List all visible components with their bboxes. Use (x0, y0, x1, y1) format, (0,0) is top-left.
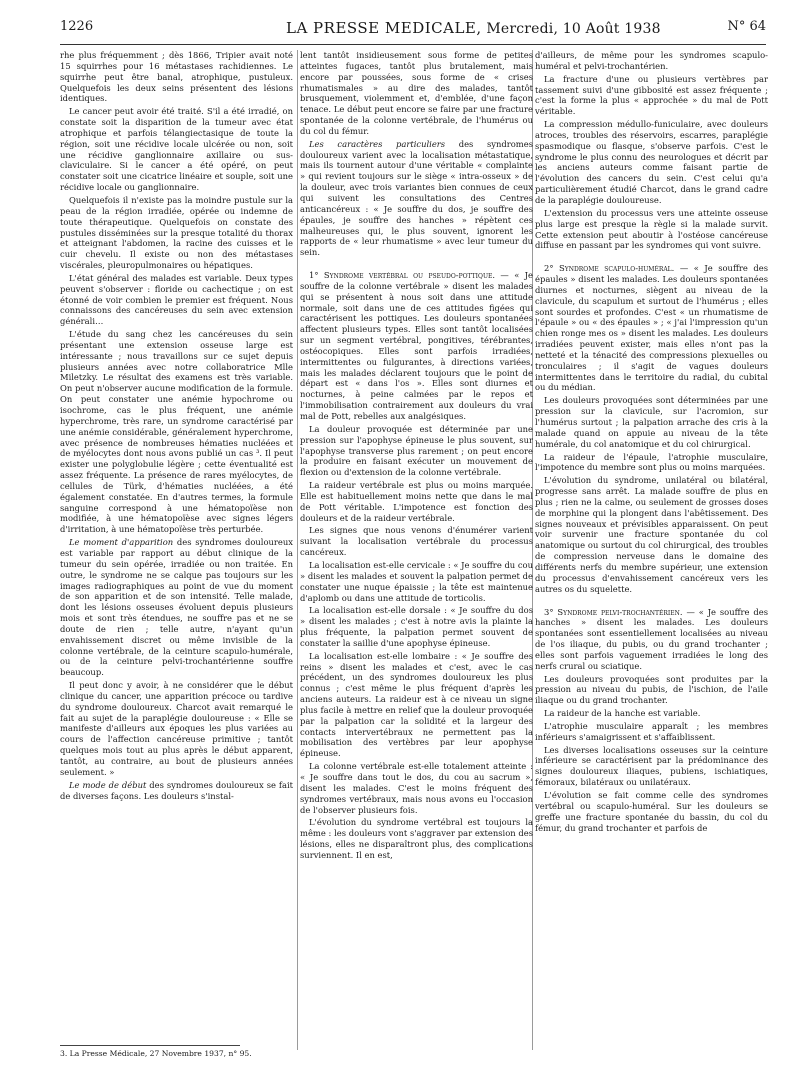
paragraph: d'ailleurs, de même pour les syndromes scapulo-huméral et pelvi-trochantérien. (535, 50, 768, 71)
paragraph: lent tantôt insidieusement sous forme de petites atteintes fugaces, tantôt plus brutalement, mais encore par poussées, sous forme de « crises rhumatismales » au dire des malades, tantôt brusquement, violemment et, d'emblée, d'une façon tenace. Le début peut encore se faire par une fracture spontanée de la colonne vertébrale, de l'humérus ou du col du fémur. (300, 50, 533, 136)
paragraph: L'évolution se fait comme celle des syndromes vertébral ou scapulo-huméral. Sur les douleurs se greffe une fracture spontanée du bassin, du col du fémur, du grand trochanter et parfois de (535, 790, 768, 833)
paragraph: La localisation est-elle cervicale : « Je souffre du cou » disent les malades et souvent la palpation permet de constater une nuque épaissie ; la tête est maintenue d'aplomb ou dans une attitude de torticolis. (300, 559, 533, 603)
paragraph: La compression médullo-funiculaire, avec douleurs atroces, troubles des réservoirs, escarres, paraplégie spasmodique ou flasque, s'observe parfois. C'est le syndrome le plus connu des neurologues et décrit par les anciens auteurs comme faisant partie de l'évolution des cancers du sein. C'est celui qu'a particulièrement étudié Charcot, dans le grand cadre de la paraplégie douloureuse. (535, 119, 768, 205)
paragraph: La raideur de la hanche est variable. (544, 708, 701, 719)
paragraph: L'atrophie musculaire apparaît ; les membres inférieurs s'amaigrissent et s'affaiblissent. (535, 720, 768, 742)
running-title (286, 19, 661, 37)
paragraph (300, 139, 533, 258)
paragraph: L'étude du sang chez les cancéreuses du sein présentant une extension osseuse large est intéressante ; nous travaillons sur ce sujet depuis plusieurs années avec notre collaboratrice Mlle Miletzky. Le résultat des examens est très variable. On peut n'observer aucune modification de la formule. On peut constater une anémie hypochrome ou isochrome, cas le plus fréquent, une anémie hyperchrome, très rare, un syndrome caractérisé par une anémie considérable, généralement hyperchrome, avec présence de nombreuses hématies nucléées et de myélocytes dont nous avons publié un cas ³. Il peut exister une polyglobulie légère ; cette éventualité est assez fréquente. La présence de rares myélocytes, de cellules de Türk, d'hématies nucléées, a été également constatée. En d'autres termes, la formule sanguine correspond à une hématopoïèse non modifiée, à une hématopoïèse avec signes légers d'irritation, à une hématopoïèse très perturbée. (60, 329, 293, 535)
italic-lead: Le mode de début (69, 779, 147, 790)
paragraph: La raideur vertébrale est plus ou moins marquée. Elle est habituellement moins nette que dans le mal de Pott véritable. L'impotence est fonction des douleurs et de la raideur vertébrale. (300, 480, 533, 523)
paragraph: La localisation est-elle dorsale : « Je souffre du dos » disent les malades ; c'est à notre avis la plainte la plus fréquente, la palpation permet souvent de constater la saillie d'une apophyse épineuse. (300, 605, 533, 648)
paragraph: Les douleurs provoquées sont produites par la pression au niveau du pubis, de l'ischion, de l'aile iliaque ou du grand trochanter. (535, 673, 768, 706)
paragraph-text: des syndromes douloureux varient avec la localisation métastatique, mais ils tournent autour d'une véritable « complainte » qui revient toujours sur le siège « intra-osseux » de la douleur, avec trois variantes bien connues de ceux qui suivent les consultations des Centres anticancéreux : « Je souffre du dos, je souffre des épaules, je souffre des hanches » répètent ces malheureuses qui, le plus souvent, ignorent les rapports de « leur rhumatisme » avec leur tumeur du sein. (300, 138, 533, 258)
issue-number: N° 64 (727, 19, 766, 34)
header-rule (60, 44, 766, 45)
paragraph: Le cancer peut avoir été traité. S'il a été irradié, on constate soit la disparition de la tumeur avec état atrophique et parfois télangiectasique de toute la région, soit une récidive locale ulcérée ou non, soit une récidive ganglionnaire axillaire ou sus-claviculaire. Si le cancer a été opéré, on peut constater soit une cicatrice linéaire et souple, soit une récidive locale ou ganglionnaire. (60, 106, 293, 193)
column-divider (297, 50, 298, 1050)
section-paragraph (535, 263, 768, 393)
paragraph: La fracture d'une ou plusieurs vertèbres par tassement suivi d'une gibbosité est assez fréquente ; c'est la forme la plus « approchée » du mal de Pott véritable. (535, 73, 768, 117)
paragraph: Les diverses localisations osseuses sur la ceinture inférieure se caractérisent par la prédominance des signes douloureux iliaques, pubiens, ischiatiques, fémoraux, bilatéraux ou unilatéraux. (535, 744, 768, 788)
paragraph: Quelquefois il n'existe pas la moindre pustule sur la peau de la région irradiée, opérée ou indemne de toute thérapeutique. Quelquefois on constate des pustules disséminées sur la presque totalité du thorax et atteignant l'abdomen, la racine des cuisses et le cuir chevelu. Il existe ou non des métastases viscérales, pleuropulmonaires ou hépatiques. (60, 194, 293, 271)
paragraph (60, 537, 293, 678)
paragraph-text: des syndromes douloureux est variable par rapport au début clinique de la tumeur du sein opérée, irradiée ou non traitée. En outre, le syndrome ne se calque pas toujours sur les images radiographiques au point de vue du moment de son apparition et de son intensité. Telle malade, dont les lésions osseuses évoluent depuis plusieurs mois et sont très étendues, ne souffre pas et ne se doute de rien ; telle autre, n'ayant qu'un envahissement discret ou même invisible de la colonne vertébrale, de la ceinture scapulo-humérale, ou de la ceinture pelvi-trochantérienne souffre beaucoup. (60, 537, 293, 678)
paragraph: L'état général des malades est variable. Deux types peuvent s'observer : floride ou cachectique ; on est étonné de voir combien le premier est fréquent. Nous connaissons des cancéreuses du sein avec extension générali… (60, 272, 293, 327)
section-paragraph (535, 607, 768, 672)
paragraph: L'évolution du syndrome, unilatéral ou bilatéral, progresse sans arrêt. La malade souffre de plus en plus ; rien ne la calme, ou seulement de grosses doses de morphine qui la plongent dans l'abêtissement. Des signes nouveaux et prévisibles apparaissent. On peut voir survenir une fracture spontanée du col anatomique ou surtout du col chirurgical, des troubles de compression nerveuse dans le domaine des différents nerfs du membre supérieur, une extension du processus d'envahissement cancéreux vers les autres os du squelette. (535, 475, 768, 594)
paragraph: La raideur de l'épaule, l'atrophie musculaire, l'impotence du membre sont plus ou moins marquées. (535, 451, 768, 473)
paragraph (60, 780, 293, 802)
paragraph: L'évolution du syndrome vertébral est toujours la même : les douleurs vont s'aggraver par extension des lésions, elles ne disparaîtront plus, des complications surviennent. Il en est, (300, 817, 533, 860)
paragraph: Il peut donc y avoir, à ne considérer que le début clinique du cancer, une apparition précoce ou tardive du syndrome douloureux. Charcot avait remarqué le fait au sujet de la paraplégie douloureuse : « Elle se manifeste d'ailleurs aux époques les plus variées au cours de l'affection cancéreuse primitive ; tantôt quelques mois tout au plus après le début apparent, tantôt, au contraire, au bout de plusieurs années seulement. » (60, 680, 293, 777)
paragraph-text: « Je souffre de la colonne vertébrale » disent les malades qui se présentent à nous soit dans une attitude normale, soit dans une de ces attitudes figées qui caractérisent les pottiques. Les douleurs spontanées affectent plusieurs types. Elles sont tantôt localisées sur un segment vertébral, pongitives, térébrantes, ostéocopiques. Elles sont parfois irradiées, intermittentes ou fulgurantes, à directions variées, mais les malades déclarent toujours que le point de départ est « dans l'os ». Elles sont diurnes et nocturnes, à peine calmées par le repos et l'immobilisation contrairement aux douleurs du vrai mal de Pott, rebelles aux analgésiques. (300, 270, 533, 421)
footnote-rule (60, 1045, 240, 1046)
page-header (60, 19, 766, 45)
paragraph: La localisation est-elle lombaire : « Je souffre des reins » disent les malades et c'est, avec le cas précédent, un des syndromes douloureux les plus connus ; c'est même le plus fréquent d'après les anciens auteurs. La raideur est à ce niveau un signe plus facile à mettre en relief que la douleur provoquée par la palpation car la solidité et la largeur des contacts intervertébraux ne permettent pas la mobilisation des vertèbres par leur apophyse épineuse. (300, 650, 533, 759)
section-heading: 3° Syndrome pelvi-trochantérien. — (544, 606, 695, 617)
issue-date: Mercredi, 10 Août 1938 (486, 21, 661, 37)
paragraph-text: « Je souffre des hanches » disent les malades. Les douleurs spontanées sont essentiellement localisées au niveau de l'os iliaque, du pubis, ou du grand trochanter ; elles sont parfois vaguement irradiées le long des nerfs crural ou sciatique. (535, 606, 768, 671)
column-3 (535, 50, 768, 835)
paragraph: L'extension du processus vers une atteinte osseuse plus large est presque la règle si la malade survit. Cette extension peut aboutir à l'ostéose cancéreuse diffuse en passant par les syndromes qui vont suivre. (535, 207, 768, 251)
page-number: 1226 (60, 19, 94, 34)
column-2 (300, 50, 533, 863)
publication-name: LA PRESSE MEDICALE, (286, 19, 482, 37)
paragraph: La douleur provoquée est déterminée par une pression sur l'apophyse épineuse le plus souvent, sur l'apophyse transverse plus rarement ; on peut encore la produire en faisant exécuter un mouvement de flexion ou d'extension de la colonne vertébrale. (300, 423, 533, 478)
footnote: 3. La Presse Médicale, 27 Novembre 1937, n° 95. (60, 1049, 252, 1058)
paragraph: Les signes que nous venons d'énumérer varient suivant la localisation vertébrale du processus cancéreux. (300, 525, 533, 558)
section-paragraph (300, 270, 533, 422)
italic-lead: Les caractères particuliers (309, 138, 446, 149)
section-heading: 2° Syndrome scapulo-huméral. — (544, 263, 689, 274)
paragraph: La colonne vertébrale est-elle totalement atteinte : « Je souffre dans tout le dos, du cou au sacrum », disent les malades. C'est le moins fréquent des syndromes vertébraux, mais nous avons eu l'occasion de l'observer plusieurs fois. (300, 761, 533, 815)
paragraph-text: des syndromes douloureux se fait de diverses façons. Les douleurs s'instal- (60, 779, 294, 801)
paragraph-text: « Je souffre des épaules » disent les malades. Les douleurs spontanées diurnes et nocturnes, siègent au niveau de la clavicule, du scapulum et surtout de l'humérus ; elles sont sourdes et profondes. C'est « un rhumatisme de l'épaule » ou « des épaules » ; « j'ai l'impression qu'un chien ronge mes os » disent les malades. Les douleurs irradiées peuvent exister, mais elles n'ont pas la netteté et la ténacité des compressions plexuelles ou tronculaires ; il s'agit de vagues douleurs intermittentes dans le territoire du radial, du cubital ou du médian. (535, 263, 768, 393)
paragraph: Les douleurs provoquées sont déterminées par une pression sur la clavicule, sur l'acromion, sur l'humérus surtout ; la palpation arrache des cris à la malade quand on appuie au niveau de la tête humérale, du col anatomique et du col chirurgical. (535, 395, 768, 449)
section-heading: 1° Syndrome vertébral ou pseudo-pottique. — (309, 270, 509, 281)
paragraph: rhe plus fréquemment ; dès 1866, Tripier avait noté 15 squirrhes pour 16 métastases rachidiennes. Le squirrhe peut être banal, atrophique, pustuleux. Quelquefois les deux seins présentent des lésions identiques. (60, 50, 293, 104)
italic-lead: Le moment d'apparition (69, 537, 174, 548)
column-1 (60, 50, 293, 803)
